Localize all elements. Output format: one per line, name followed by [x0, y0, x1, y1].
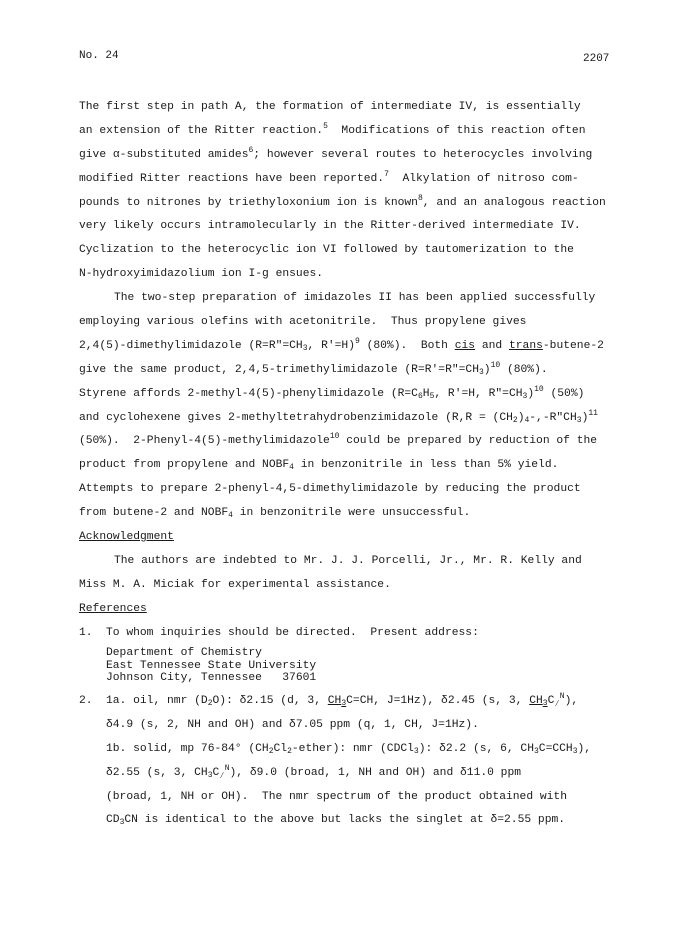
- underlined-group: CH: [529, 694, 543, 707]
- subscript: 3: [572, 746, 578, 756]
- p2-line-6: [79, 407, 649, 431]
- reference-2-line-4: [79, 762, 649, 786]
- subscript: 3: [533, 746, 539, 756]
- subscript: 2: [287, 746, 292, 756]
- ack-line-2: [79, 574, 649, 598]
- subscript: 2: [207, 698, 213, 708]
- text: The authors are indebted to Mr. J. J. Porcelli, Jr., Mr. R. Kelly and: [114, 554, 582, 567]
- text: ),: [577, 742, 592, 755]
- subscript: 6: [417, 391, 423, 401]
- p1-line-8: [79, 263, 649, 287]
- text: modified Ritter reactions have been reported.: [79, 172, 385, 185]
- text: an extension of the Ritter reaction.: [79, 124, 324, 137]
- text: -butene-2: [542, 339, 604, 352]
- p1-line-1: [79, 96, 649, 120]
- text: The two-step preparation of imidazoles II has been applied successfully: [114, 292, 596, 305]
- subscript: 3: [522, 391, 528, 401]
- text: C: [212, 766, 220, 779]
- p2-line-5: [79, 383, 649, 407]
- reference-2-line-5: [79, 786, 649, 810]
- text: in benzonitrile in less than 5% yield.: [293, 459, 559, 472]
- subscript: 2: [268, 746, 274, 756]
- nitrile-n: N: [224, 763, 230, 773]
- reference-2-line-6: [79, 809, 649, 833]
- citation-superscript: 8: [417, 193, 423, 203]
- underlined-term: trans: [508, 339, 543, 352]
- text: (80%). Both: [359, 339, 455, 352]
- text: Styrene affords 2-methyl-4(5)-phenylimidazole (R=C: [79, 387, 418, 400]
- text: , R'=H): [307, 339, 355, 352]
- subscript: 3: [119, 818, 125, 828]
- text: Attempts to prepare 2-phenyl-4,5-dimethylimidazole by reducing the product: [79, 483, 581, 496]
- p2-line-3: [79, 335, 649, 359]
- text: ): [527, 387, 535, 400]
- text: (50%). 2-Phenyl-4(5)-methylimidazole: [79, 435, 330, 448]
- underlined-group: CH: [327, 694, 342, 707]
- address-line-3: [79, 672, 649, 685]
- subscript: 4: [228, 511, 233, 521]
- text: Johnson City, Tennessee 37601: [106, 672, 317, 685]
- article-body: [79, 96, 649, 833]
- reference-2-line-3: [79, 738, 649, 762]
- text: N-hydroxyimidazolium ion I-g ensues.: [79, 268, 324, 281]
- text: product from propylene and NOBF: [79, 459, 290, 472]
- text: and: [475, 339, 509, 352]
- acknowledgment-heading: [79, 526, 649, 550]
- heading-text: References: [79, 602, 147, 615]
- citation-superscript: 6: [248, 145, 254, 155]
- p2-line-4: [79, 359, 649, 383]
- p2-line-8: [79, 454, 649, 478]
- text: -ether): nmr (CDCl: [291, 742, 414, 755]
- nitrile-n-symbol: ∕: [219, 770, 225, 781]
- address-line-2: [79, 660, 649, 673]
- heading-text: Acknowledgment: [79, 531, 174, 544]
- p2-line-1: [79, 287, 649, 311]
- text: δ2.55 (s, 3, CH: [106, 766, 208, 779]
- reference-number: 2.: [79, 694, 93, 707]
- subscript: 4: [289, 463, 294, 473]
- address-line-1: [79, 647, 649, 660]
- text: ): [581, 411, 589, 424]
- text: C=CH, J=1Hz), δ2.45 (s, 3,: [346, 694, 530, 707]
- text: H: [422, 387, 430, 400]
- citation-superscript: 10: [490, 360, 501, 370]
- text: Modifications of this reaction often: [327, 124, 586, 137]
- subscript: 2: [512, 415, 518, 425]
- text: ): [517, 411, 525, 424]
- text: 1a. oil, nmr (D: [106, 694, 208, 707]
- reference-2-line-1: [79, 690, 649, 714]
- p2-line-2: [79, 311, 649, 335]
- p2-line-9: [79, 478, 649, 502]
- p1-line-4: [79, 168, 649, 192]
- citation-superscript: 11: [588, 408, 598, 418]
- subscript: 3: [207, 770, 213, 780]
- references-heading: [79, 598, 649, 622]
- text: Cl: [273, 742, 288, 755]
- text: (broad, 1, NH or OH). The nmr spectrum of the product obtained with: [106, 790, 567, 803]
- text: in benzonitrile were unsuccessful.: [232, 507, 471, 520]
- text: Alkylation of nitroso com-: [388, 172, 579, 185]
- subscript: 3: [478, 367, 484, 377]
- text: δ4.9 (s, 2, NH and OH) and δ7.05 ppm (q, 1, CH, J=1Hz).: [106, 718, 479, 731]
- text: (80%).: [500, 363, 548, 376]
- text: , and an analogous reaction: [422, 196, 606, 209]
- text: Department of Chemistry: [106, 647, 262, 660]
- text: pounds to nitrones by triethyloxonium ion is known: [79, 196, 418, 209]
- text: ): [483, 363, 491, 376]
- citation-superscript: 10: [534, 384, 544, 394]
- subscript: 3: [302, 343, 308, 353]
- text: 1b. solid, mp 76-84° (CH: [106, 742, 269, 755]
- text: 2,4(5)-dimethylimidazole (R=R"=CH: [79, 339, 303, 352]
- subscript: 4: [524, 415, 530, 425]
- reference-1: [79, 622, 649, 646]
- text: ; however several routes to heterocycles involving: [253, 148, 593, 161]
- ack-line-1: [79, 550, 649, 574]
- p1-line-2: [79, 120, 649, 144]
- reference-number: 1.: [79, 626, 93, 639]
- text: employing various olefins with acetonitrile. Thus propylene gives: [79, 316, 527, 329]
- journal-issue-number: No. 24: [79, 50, 119, 62]
- p1-line-6: [79, 215, 649, 239]
- subscript: 5: [429, 391, 435, 401]
- text: O): δ2.15 (d, 3,: [212, 694, 328, 707]
- nitrile-n-symbol: ∕: [554, 698, 560, 709]
- text: ),: [564, 694, 579, 707]
- p2-line-10: [79, 502, 649, 526]
- text: East Tennessee State University: [106, 659, 317, 672]
- p1-line-5: [79, 192, 649, 216]
- text: -,-R"CH: [529, 411, 577, 424]
- text: To whom inquiries should be directed. Present address:: [106, 626, 479, 639]
- subscript: 3: [341, 698, 347, 708]
- text: Miss M. A. Miciak for experimental assistance.: [79, 578, 391, 591]
- text: could be prepared by reduction of the: [339, 435, 598, 448]
- text: The first step in path A, the formation of intermediate IV, is essentially: [79, 101, 581, 113]
- subscript: 3: [413, 746, 419, 756]
- text: and cyclohexene gives 2-methyltetrahydrobenzimidazole (R,R = (CH: [79, 411, 513, 424]
- text: ): δ2.2 (s, 6, CH: [418, 742, 534, 755]
- text: give α-substituted amides: [79, 148, 249, 161]
- reference-2-line-2: [79, 714, 649, 738]
- text: ), δ9.0 (broad, 1, NH and OH) and δ11.0 ppm: [229, 766, 522, 779]
- p1-line-7: [79, 239, 649, 263]
- text: give the same product, 2,4,5-trimethylimidazole (R=R'=R"=CH: [79, 363, 479, 376]
- text: from butene-2 and NOBF: [79, 507, 229, 520]
- citation-superscript: 9: [355, 336, 360, 346]
- page-number: 2207: [583, 53, 610, 65]
- subscript: 3: [576, 415, 582, 425]
- text: very likely occurs intramolecularly in the Ritter-derived intermediate IV.: [79, 220, 581, 233]
- text: CN is identical to the above but lacks the singlet at δ=2.55 ppm.: [124, 814, 566, 827]
- paragraph-ritter-mechanism: [79, 96, 649, 287]
- text: C: [547, 694, 555, 707]
- text: (50%): [543, 387, 585, 400]
- text: Cyclization to the heterocyclic ion VI followed by tautomerization to the: [79, 244, 574, 257]
- citation-superscript: 5: [323, 121, 328, 131]
- text: CD: [106, 814, 120, 827]
- citation-superscript: 10: [329, 432, 340, 442]
- nitrile-n: N: [559, 691, 565, 701]
- citation-superscript: 7: [384, 169, 389, 179]
- underlined-term: cis: [454, 339, 476, 352]
- text: , R'=H, R"=CH: [434, 387, 523, 400]
- p1-line-3: [79, 144, 649, 168]
- subscript: 3: [542, 698, 548, 708]
- text: C=CCH: [538, 742, 573, 755]
- p2-line-7: [79, 430, 649, 454]
